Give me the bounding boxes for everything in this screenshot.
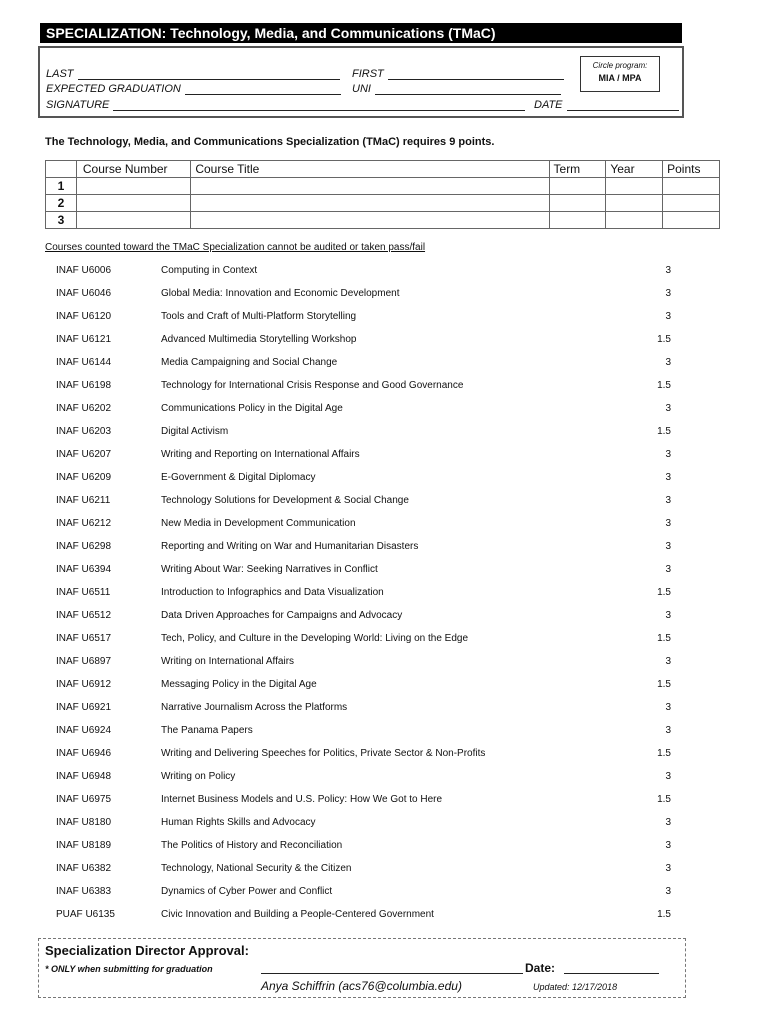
course-title: Writing and Delivering Speeches for Politics, Private Sector & Non-Profits [161,748,486,759]
course-title: Global Media: Innovation and Economic Development [161,288,400,299]
entry-course-number-cell[interactable] [76,178,190,195]
course-code: INAF U6946 [56,748,112,759]
course-code: INAF U6382 [56,863,112,874]
course-code: INAF U6912 [56,679,112,690]
course-code: INAF U6517 [56,633,112,644]
entry-course-title-cell[interactable] [191,195,549,212]
course-title: Internet Business Models and U.S. Policy: How We Got to Here [161,794,443,805]
course-row [56,907,671,930]
course-points: 1.5 [657,794,671,805]
course-title: Technology Solutions for Development & Social Change [161,495,409,506]
course-points: 3 [665,311,671,322]
last-name-field[interactable] [46,68,340,80]
entry-year-cell[interactable] [606,178,663,195]
course-title: Media Campaigning and Social Change [161,357,338,368]
date-field[interactable] [534,99,679,111]
course-title: Writing on Policy [161,771,236,782]
course-points: 1.5 [657,748,671,759]
course-row [56,884,671,907]
course-row [56,470,671,493]
course-code: INAF U6006 [56,265,112,276]
course-points: 1.5 [657,679,671,690]
course-row [56,447,671,470]
entry-row-number: 3 [46,212,77,229]
course-points: 3 [665,495,671,506]
course-points: 3 [665,725,671,736]
course-code: INAF U6046 [56,288,112,299]
uni-line[interactable] [375,84,561,95]
expected-graduation-label: EXPECTED GRADUATION [46,83,181,95]
course-code: INAF U6209 [56,472,112,483]
course-code: INAF U6198 [56,380,112,391]
course-title-header: Course Title [191,161,549,178]
course-points: 3 [665,771,671,782]
course-code: INAF U6298 [56,541,112,552]
term-header: Term [549,161,606,178]
entry-row [46,195,720,212]
course-list [56,263,671,930]
course-title: Human Rights Skills and Advocacy [161,817,316,828]
course-row [56,585,671,608]
course-points: 3 [665,518,671,529]
course-row [56,539,671,562]
signature-line[interactable] [113,100,525,111]
program-label: Circle program: [592,61,648,70]
course-code: INAF U6203 [56,426,112,437]
course-title: Communications Policy in the Digital Age [161,403,343,414]
entry-course-title-cell[interactable] [191,178,549,195]
entry-year-cell[interactable] [606,212,663,229]
course-title: Civic Innovation and Building a People-Centered Government [161,909,434,920]
first-name-field[interactable] [352,68,564,80]
course-code: INAF U6512 [56,610,112,621]
course-row [56,516,671,539]
entry-row [46,212,720,229]
page-title: SPECIALIZATION: Technology, Media, and Communications (TMaC) [40,23,682,43]
course-code: INAF U6120 [56,311,112,322]
course-points: 3 [665,472,671,483]
course-row [56,263,671,286]
course-title: Introduction to Infographics and Data Visualization [161,587,384,598]
expected-graduation-line[interactable] [185,84,341,95]
course-row [56,677,671,700]
first-name-line[interactable] [388,69,564,80]
last-name-line[interactable] [78,69,340,80]
course-points: 3 [665,265,671,276]
course-points: 3 [665,817,671,828]
entry-row-number: 1 [46,178,77,195]
approval-box [38,938,686,998]
course-code: PUAF U6135 [56,909,115,920]
program-selector[interactable] [580,56,660,92]
course-code: INAF U6924 [56,725,112,736]
course-title: Tools and Craft of Multi-Platform Storytelling [161,311,357,322]
approval-date-label: Date: [525,961,556,975]
course-code: INAF U6897 [56,656,112,667]
entry-points-cell[interactable] [663,212,720,229]
course-row [56,424,671,447]
course-code: INAF U6921 [56,702,112,713]
course-points: 3 [665,840,671,851]
course-title: New Media in Development Communication [161,518,356,529]
course-title: Technology for International Crisis Response and Good Governance [161,380,464,391]
course-title: The Politics of History and Reconciliation [161,840,343,851]
date-line[interactable] [567,100,679,111]
uni-label: UNI [352,83,371,95]
course-row [56,355,671,378]
course-title: E-Government & Digital Diplomacy [161,472,316,483]
course-number-header: Course Number [76,161,190,178]
requirement-text: The Technology, Media, and Communications Specialization (TMaC) requires 9 points. [45,136,495,148]
course-points: 3 [665,357,671,368]
course-code: INAF U6394 [56,564,112,575]
course-points: 3 [665,886,671,897]
course-row [56,654,671,677]
course-title: Data Driven Approaches for Campaigns and Advocacy [161,610,403,621]
course-points: 3 [665,702,671,713]
course-title: Dynamics of Cyber Power and Conflict [161,886,333,897]
course-points: 1.5 [657,633,671,644]
approval-note: * ONLY when submitting for graduation [45,964,213,974]
course-code: INAF U6511 [56,587,111,598]
course-title: The Panama Papers [161,725,253,736]
course-code: INAF U8189 [56,840,112,851]
course-points: 3 [665,863,671,874]
signature-field[interactable] [46,99,525,111]
course-title: Narrative Journalism Across the Platforms [161,702,348,713]
course-points: 3 [665,541,671,552]
course-row [56,861,671,884]
course-title: Digital Activism [161,426,229,437]
first-name-label: FIRST [352,68,384,80]
course-points: 3 [665,288,671,299]
course-code: INAF U6144 [56,357,112,368]
expected-graduation-field[interactable] [46,83,341,95]
course-points: 3 [665,449,671,460]
audit-note: Courses counted toward the TMaC Specialization cannot be audited or taken pass/fail [45,242,426,253]
course-points: 1.5 [657,587,671,598]
course-code: INAF U8180 [56,817,112,828]
course-points: 1.5 [657,334,671,345]
course-row [56,700,671,723]
course-row [56,792,671,815]
year-header: Year [606,161,663,178]
course-points: 1.5 [657,380,671,391]
entry-row [46,178,720,195]
course-code: INAF U6202 [56,403,112,414]
course-row [56,746,671,769]
course-title: Tech, Policy, and Culture in the Developing World: Living on the Edge [161,633,469,644]
program-options[interactable]: MIA / MPA [598,73,642,83]
director-name: Anya Schiffrin (acs76@columbia.edu) [261,979,462,993]
course-code: INAF U6207 [56,449,112,460]
course-row [56,631,671,654]
course-points: 1.5 [657,909,671,920]
entry-course-number-cell[interactable] [76,212,190,229]
course-title: Technology, National Security & the Citizen [161,863,352,874]
course-row [56,378,671,401]
course-row [56,332,671,355]
course-points: 3 [665,656,671,667]
course-points: 1.5 [657,426,671,437]
course-title: Writing About War: Seeking Narratives in Conflict [161,564,378,575]
approval-date-line[interactable] [564,973,659,974]
entry-term-cell[interactable] [549,195,606,212]
course-title: Computing in Context [161,265,258,276]
uni-field[interactable] [352,83,561,95]
approval-signature-line[interactable] [261,973,523,974]
course-title: Writing and Reporting on International Affairs [161,449,360,460]
course-row [56,493,671,516]
course-row [56,309,671,332]
entry-year-cell[interactable] [606,195,663,212]
course-title: Writing on International Affairs [161,656,295,667]
entry-course-title-cell[interactable] [191,212,549,229]
course-row [56,286,671,309]
course-title: Messaging Policy in the Digital Age [161,679,317,690]
course-row [56,815,671,838]
updated-date: Updated: 12/17/2018 [533,982,618,992]
entry-table-header [46,161,720,178]
course-row [56,723,671,746]
course-row [56,838,671,861]
course-row [56,769,671,792]
course-points: 3 [665,403,671,414]
entry-number-header [46,161,77,178]
course-entry-table [45,160,720,229]
entry-points-cell[interactable] [663,178,720,195]
course-code: INAF U6948 [56,771,112,782]
entry-course-number-cell[interactable] [76,195,190,212]
course-points: 3 [665,564,671,575]
course-row [56,562,671,585]
course-code: INAF U6121 [56,334,112,345]
course-row [56,401,671,424]
points-header: Points [663,161,720,178]
course-row [56,608,671,631]
approval-title: Specialization Director Approval: [45,943,249,958]
entry-points-cell[interactable] [663,195,720,212]
course-title: Reporting and Writing on War and Humanitarian Disasters [161,541,419,552]
date-label: DATE [534,99,563,111]
course-code: INAF U6211 [56,495,111,506]
course-code: INAF U6975 [56,794,112,805]
entry-term-cell[interactable] [549,212,606,229]
entry-row-number: 2 [46,195,77,212]
entry-term-cell[interactable] [549,178,606,195]
course-points: 3 [665,610,671,621]
course-code: INAF U6383 [56,886,112,897]
course-code: INAF U6212 [56,518,112,529]
last-name-label: LAST [46,68,74,80]
course-title: Advanced Multimedia Storytelling Workshop [161,334,357,345]
signature-label: SIGNATURE [46,99,110,111]
